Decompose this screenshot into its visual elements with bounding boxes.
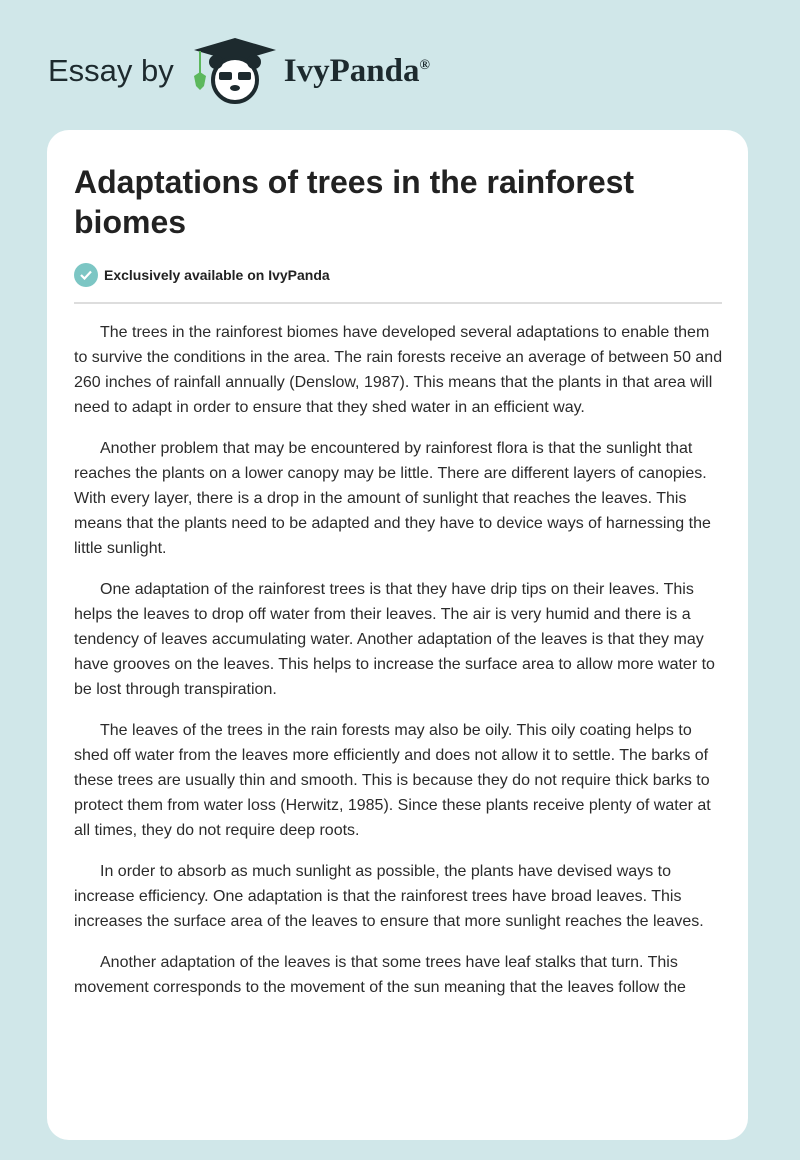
registered-mark: ® <box>419 57 430 73</box>
essay-card <box>47 130 748 1140</box>
brand-name[interactable] <box>284 53 430 90</box>
brand-text: IvyPanda <box>283 52 420 89</box>
panda-logo-icon[interactable] <box>192 36 278 106</box>
essay-body <box>74 320 726 1016</box>
divider <box>74 302 722 304</box>
paragraph: In order to absorb as much sunlight as possible, the plants have devised ways to increase efficiency. One adaptation is that the rainforest trees have broad leaves. This increases the surface area of the leaves to ensure that more sunlight reaches the leaves. <box>74 863 704 930</box>
paragraph: The leaves of the trees in the rain forests may also be oily. This oily coating helps to shed off water from the leaves more efficiently and does not allow it to settle. The barks of these trees are usually thin and smooth. This is because they do not require thick barks to protect them from water loss (Herwitz, 1985). Since these plants receive plenty of water at all times, they do not require deep roots. <box>74 722 711 839</box>
check-icon <box>74 263 98 287</box>
paragraph: Another adaptation of the leaves is that some trees have leaf stalks that turn. This movement corresponds to the movement of the sun meaning that the leaves follow the <box>74 954 686 996</box>
site-header <box>48 36 430 106</box>
exclusive-label: Exclusively available on IvyPanda <box>104 267 330 283</box>
paragraph: The trees in the rainforest biomes have developed several adaptations to enable them to survive the conditions in the area. The rain forests receive an average of between 50 and 260 inches of rainfall annually (Denslow, 1987). This means that the plants in that area will need to adapt in order to ensure that they shed water in an efficient way. <box>74 324 723 416</box>
paragraph: One adaptation of the rainforest trees is that they have drip tips on their leaves. This helps the leaves to drop off water from their leaves. The air is very humid and there is a tendency of leaves accumulating water. Another adaptation of the leaves is that they may have grooves on the leaves. This helps to increase the surface area to allow more water to be lost through transpiration. <box>74 581 715 698</box>
essay-by-label: Essay by <box>48 53 174 88</box>
paragraph: Another problem that may be encountered by rainforest flora is that the sunlight that reaches the plants on a lower canopy may be little. There are different layers of canopies. With every layer, there is a drop in the amount of sunlight that reaches the leaves. This means that the plants need to be adapted and they have to device ways of harnessing the little sunlight. <box>74 440 711 557</box>
exclusive-badge <box>74 263 330 287</box>
essay-title: Adaptations of trees in the rainforest biomes <box>74 164 635 240</box>
